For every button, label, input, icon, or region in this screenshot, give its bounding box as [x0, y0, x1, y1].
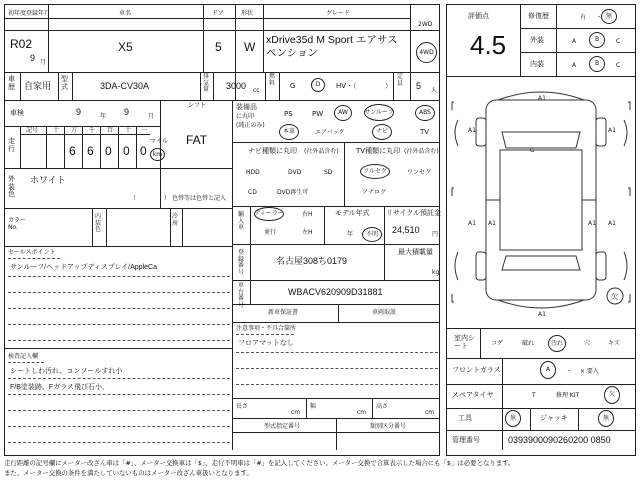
divider [106, 208, 107, 246]
damage-mark: A1 [468, 127, 476, 134]
exterior-label: 外装 [530, 36, 544, 44]
equipment-item: エアバック [315, 129, 345, 136]
divider [480, 328, 481, 358]
left-hand: 左H [302, 229, 313, 236]
model-value: X5 [118, 40, 133, 54]
shape-value: W [244, 40, 256, 54]
color-note-open: （ [130, 195, 137, 202]
damage-mark: A1 [488, 220, 496, 227]
plate-label: 登録番号 [238, 249, 245, 276]
parallel: 並行 [264, 229, 277, 236]
score-value: 4.5 [470, 30, 507, 60]
front-glass-x: × 要入 [580, 368, 599, 375]
plate-value: 名古屋308ち0179 [276, 256, 348, 266]
cooling-label: 冷房 [172, 213, 179, 227]
divider [344, 142, 345, 206]
equipment-label: 装備品 [236, 103, 257, 111]
inspection-month-unit: 月 [148, 113, 155, 120]
footer-line: また、メーター交換の条件を満たしていないものはメーター改ざん車扱いとなります。 [4, 469, 253, 477]
capacity-value: 5 [416, 81, 422, 91]
fuel-label: 燃料 [269, 73, 276, 87]
divider [520, 52, 636, 53]
divider [232, 322, 440, 323]
mileage-digit: 0 [140, 144, 147, 158]
divider [520, 4, 521, 76]
first-reg-label: 初年度登録年月 [8, 10, 51, 17]
divider [118, 126, 119, 168]
equipment-item-circled: ナビ [372, 124, 392, 140]
spare-tire-label: スペアタイヤ [452, 391, 494, 399]
divider [46, 126, 47, 168]
km-unit-circled: km [150, 148, 165, 161]
sales-point-label: セールスポイント [8, 249, 56, 256]
type-value: 3DA-CV30A [100, 81, 150, 91]
front-glass-a-circled: A [540, 361, 556, 379]
divider [250, 244, 251, 304]
capacity-label: 定員 [397, 73, 404, 87]
interior-sheet-item-circled: 汚れ [548, 335, 566, 352]
month-unit: 月 [40, 59, 47, 66]
vehicle-history-label: 車歴 [8, 75, 15, 91]
exterior-color-value: ホワイト [30, 175, 66, 185]
divider [336, 418, 337, 450]
interior-sheet-item: キズ [608, 340, 620, 347]
shape-label: 形状 [241, 10, 254, 17]
inspector-note-line: シートしわ汚れ、コンソールすれ小 [10, 368, 123, 375]
divider [72, 72, 73, 100]
shift-value: FAT [186, 133, 208, 147]
divider [372, 398, 373, 418]
dealer-circled: ディーラー [254, 207, 284, 221]
divider [4, 18, 410, 19]
divider [4, 72, 440, 73]
divider [446, 76, 636, 77]
damage-mark: A1 [608, 127, 616, 134]
tools-label: 工具 [458, 414, 472, 422]
divider [58, 72, 59, 100]
divider [324, 206, 325, 244]
width-label: 幅 [310, 403, 317, 410]
mileage-digit: 6 [69, 144, 76, 158]
exterior-color-label: 外装色 [8, 175, 15, 199]
navi-subtitle: (社外品含む) [304, 148, 339, 155]
interior-color-label: 内装色 [95, 213, 102, 234]
navi-item: DVD再生可 [277, 189, 309, 196]
divider [4, 348, 232, 349]
footer-line: 走行距離の記号欄にメーター改ざん車は「#」、メーター交換車は「$」、走行不明車は「#」を記入してください。メーター交換で合算表示した場合にも「$」は必要となります。 [4, 459, 515, 467]
doors-label: ドア [212, 10, 224, 17]
divider [279, 72, 280, 100]
displacement-value: 3000 [226, 81, 247, 91]
spec-note-label: 注意事項・不具合箇所 [236, 325, 297, 332]
import-label: 輸入車 [238, 211, 245, 232]
equipment-item-circled: ABS [415, 105, 435, 121]
equipment-item-circled: サンルーフ [364, 104, 394, 121]
divider [446, 384, 636, 385]
inspector-note-line: F/B塗装跡、Fガラス飛び石小、 [10, 384, 109, 391]
tv-item: アナログ [362, 189, 387, 196]
kg-unit: kg [432, 269, 440, 276]
divider [578, 408, 579, 430]
first-reg-month: 9 [30, 53, 36, 63]
unknown-circled: 不明 [362, 227, 382, 242]
length-label: 長さ [236, 403, 249, 410]
navi-item: DVD [288, 169, 302, 176]
model-year-unit: 年 [347, 231, 354, 238]
divider [20, 126, 21, 168]
person-unit: 人 [431, 87, 438, 94]
control-number-label: 管理番号 [452, 436, 480, 444]
recycle-value: 24,510 [392, 225, 420, 235]
drive-2wd: 2WD [418, 21, 433, 28]
height-label: 高さ [376, 403, 389, 410]
divider [4, 100, 440, 101]
divider [170, 208, 171, 246]
drive-4wd-circled: 4WD [416, 42, 437, 63]
tv-subtitle: (社外品含む) [404, 148, 439, 155]
score-label: 評価点 [468, 12, 489, 20]
shift-label: シフト [188, 102, 207, 109]
divider [384, 206, 385, 280]
interior-grade-circled: B [589, 56, 605, 72]
color-no-label: カラーNo. [8, 217, 27, 231]
divider [446, 328, 636, 329]
vehicle-history-value: 自家用 [24, 81, 52, 91]
navi-item: CD [248, 189, 257, 196]
navi-item: SD [324, 169, 333, 176]
interior-sheet-item: 穴 [584, 340, 591, 347]
divider [82, 126, 83, 168]
repair-kit: 修理 KIT [556, 392, 580, 399]
equipment-item-circled: 本革 [279, 124, 299, 140]
divider [393, 72, 394, 100]
divider [338, 304, 339, 322]
fuel-g: G [290, 82, 296, 90]
divider [4, 246, 232, 247]
divider [4, 208, 232, 209]
model-year-label: モデル年式 [335, 209, 370, 217]
tools-value-circled: 無 [505, 410, 521, 427]
damage-mark: A1 [608, 220, 616, 227]
mileage-col-label: 千 [89, 127, 96, 134]
navi-item: HDD [246, 169, 260, 176]
damage-mark: G [530, 147, 535, 154]
mileage-digit: 0 [105, 144, 112, 158]
model-label: 車名 [119, 10, 132, 17]
divider [502, 358, 503, 450]
mileage-col-label: 万 [71, 127, 78, 134]
front-glass-label: フロントガラス [452, 366, 501, 374]
type-code-label: 型式指定番号 [264, 423, 301, 430]
repair-history-label: 修復歴 [528, 12, 549, 20]
damage-mark: 欠 [611, 293, 618, 301]
divider [213, 72, 214, 100]
mileage-digit: 0 [123, 144, 130, 158]
divider [92, 208, 93, 246]
divider [20, 72, 21, 100]
cm-unit: cm [291, 409, 301, 416]
sales-point-value: サンルーフ/ヘッドアップディスプレイ/AppleCa [10, 264, 157, 271]
cm-unit: cm [425, 409, 435, 416]
mileage-col-label: 十 [125, 127, 132, 134]
equipment-item-circled: AW [334, 105, 352, 121]
divider [232, 244, 440, 245]
chassis-value: WBACV620909D31881 [288, 287, 383, 297]
divider [232, 304, 440, 305]
right-hand: 右H [302, 211, 313, 218]
divider [410, 4, 411, 100]
divider [556, 4, 557, 76]
mile-unit: マイル [150, 138, 168, 145]
divider [4, 30, 440, 31]
divider [203, 4, 204, 72]
jack-label: ジャッキ [540, 414, 568, 422]
interior-sheet-item: 破れ [522, 340, 535, 347]
damage-mark: A1 [468, 220, 476, 227]
damage-mark: A1 [538, 311, 546, 318]
manual-label: 車両取説 [372, 309, 397, 316]
divider [232, 398, 440, 399]
damage-mark: A1 [588, 220, 596, 227]
equipment-item: PW [312, 110, 324, 118]
mileage-col-label: 一 [141, 127, 148, 134]
color-note: 色替等は色替と記入 [172, 195, 227, 202]
tv-item-circled: フルセグ [360, 164, 390, 179]
spec-note-value: フロアマットなし [238, 340, 294, 347]
divider [4, 168, 232, 169]
divider [306, 398, 307, 418]
repair-yes: 有 [580, 14, 587, 21]
grade-value: xDrive35d M Sport エアサス ペンション [266, 34, 398, 59]
car-damage-diagram [448, 80, 634, 324]
mileage-digit: 6 [87, 144, 94, 158]
divider [265, 72, 266, 100]
max-load-label: 最大積載量 [398, 248, 433, 256]
equipment-item: PS [284, 110, 293, 118]
divider [530, 408, 531, 430]
warranty-label: 新車保証書 [268, 309, 299, 316]
displacement-label: 排気量 [203, 73, 210, 94]
interior-label: 内装 [530, 60, 544, 68]
divider [263, 4, 264, 72]
mileage-col-label: 記号 [26, 127, 39, 134]
fuel-hv: HV・（ [336, 82, 357, 90]
mileage-col-label: 十 [53, 127, 60, 134]
footer-note [4, 458, 636, 478]
divider [232, 280, 440, 281]
mileage-col-label: 百 [107, 127, 114, 134]
spare-missing-circled: 欠 [604, 386, 620, 404]
divider [136, 126, 137, 168]
category-label: 類別区分番号 [370, 423, 407, 430]
inspector-notes-label: 検査記入欄 [8, 353, 39, 360]
yen-unit: 円 [432, 231, 439, 238]
damage-mark: A1 [538, 95, 546, 102]
type-label: 型式 [61, 75, 68, 91]
interior-sheet-item: コゲ [491, 340, 504, 347]
control-number-value: 0393900090260200 0850 [508, 435, 611, 445]
recycle-label: リサイクル預託金 [386, 209, 442, 217]
doors-value: 5 [215, 40, 222, 54]
chassis-label: 車台番号 [238, 282, 245, 309]
tv-title: TV種類に丸印 [356, 147, 401, 155]
fuel-d-circled: D [311, 78, 325, 92]
divider [446, 430, 636, 431]
divider [250, 206, 251, 244]
exterior-grade-circled: B [589, 32, 605, 48]
divider [520, 28, 636, 29]
interior-sheet-label: 室内シート [454, 334, 475, 351]
navi-title: ナビ種類に丸印 [248, 147, 297, 155]
first-reg-year: R02 [10, 37, 33, 51]
inspection-month: 9 [124, 107, 130, 117]
inspection-year: 9 [76, 107, 82, 117]
cm-unit: cm [357, 409, 367, 416]
divider [20, 134, 150, 135]
divider [64, 126, 65, 168]
mileage-label: 走行 [8, 137, 15, 153]
jack-value-circled: 無 [598, 410, 614, 427]
divider [100, 126, 101, 168]
grade-label: グレード [326, 10, 351, 17]
fuel-close: ） [385, 82, 392, 90]
inspection-label: 車検 [10, 109, 24, 117]
equipment-item: TV [420, 128, 430, 136]
divider [200, 72, 201, 100]
divider [232, 142, 440, 143]
cc-unit: cc [253, 87, 260, 94]
color-note-close: ） [164, 195, 171, 202]
inspection-year-unit: 年 [100, 113, 107, 120]
divider [232, 432, 440, 433]
divider [446, 408, 636, 409]
divider [446, 358, 636, 359]
tv-item: ワンセグ [407, 169, 432, 176]
repair-no-circled: 無 [601, 9, 617, 24]
divider [182, 208, 183, 246]
